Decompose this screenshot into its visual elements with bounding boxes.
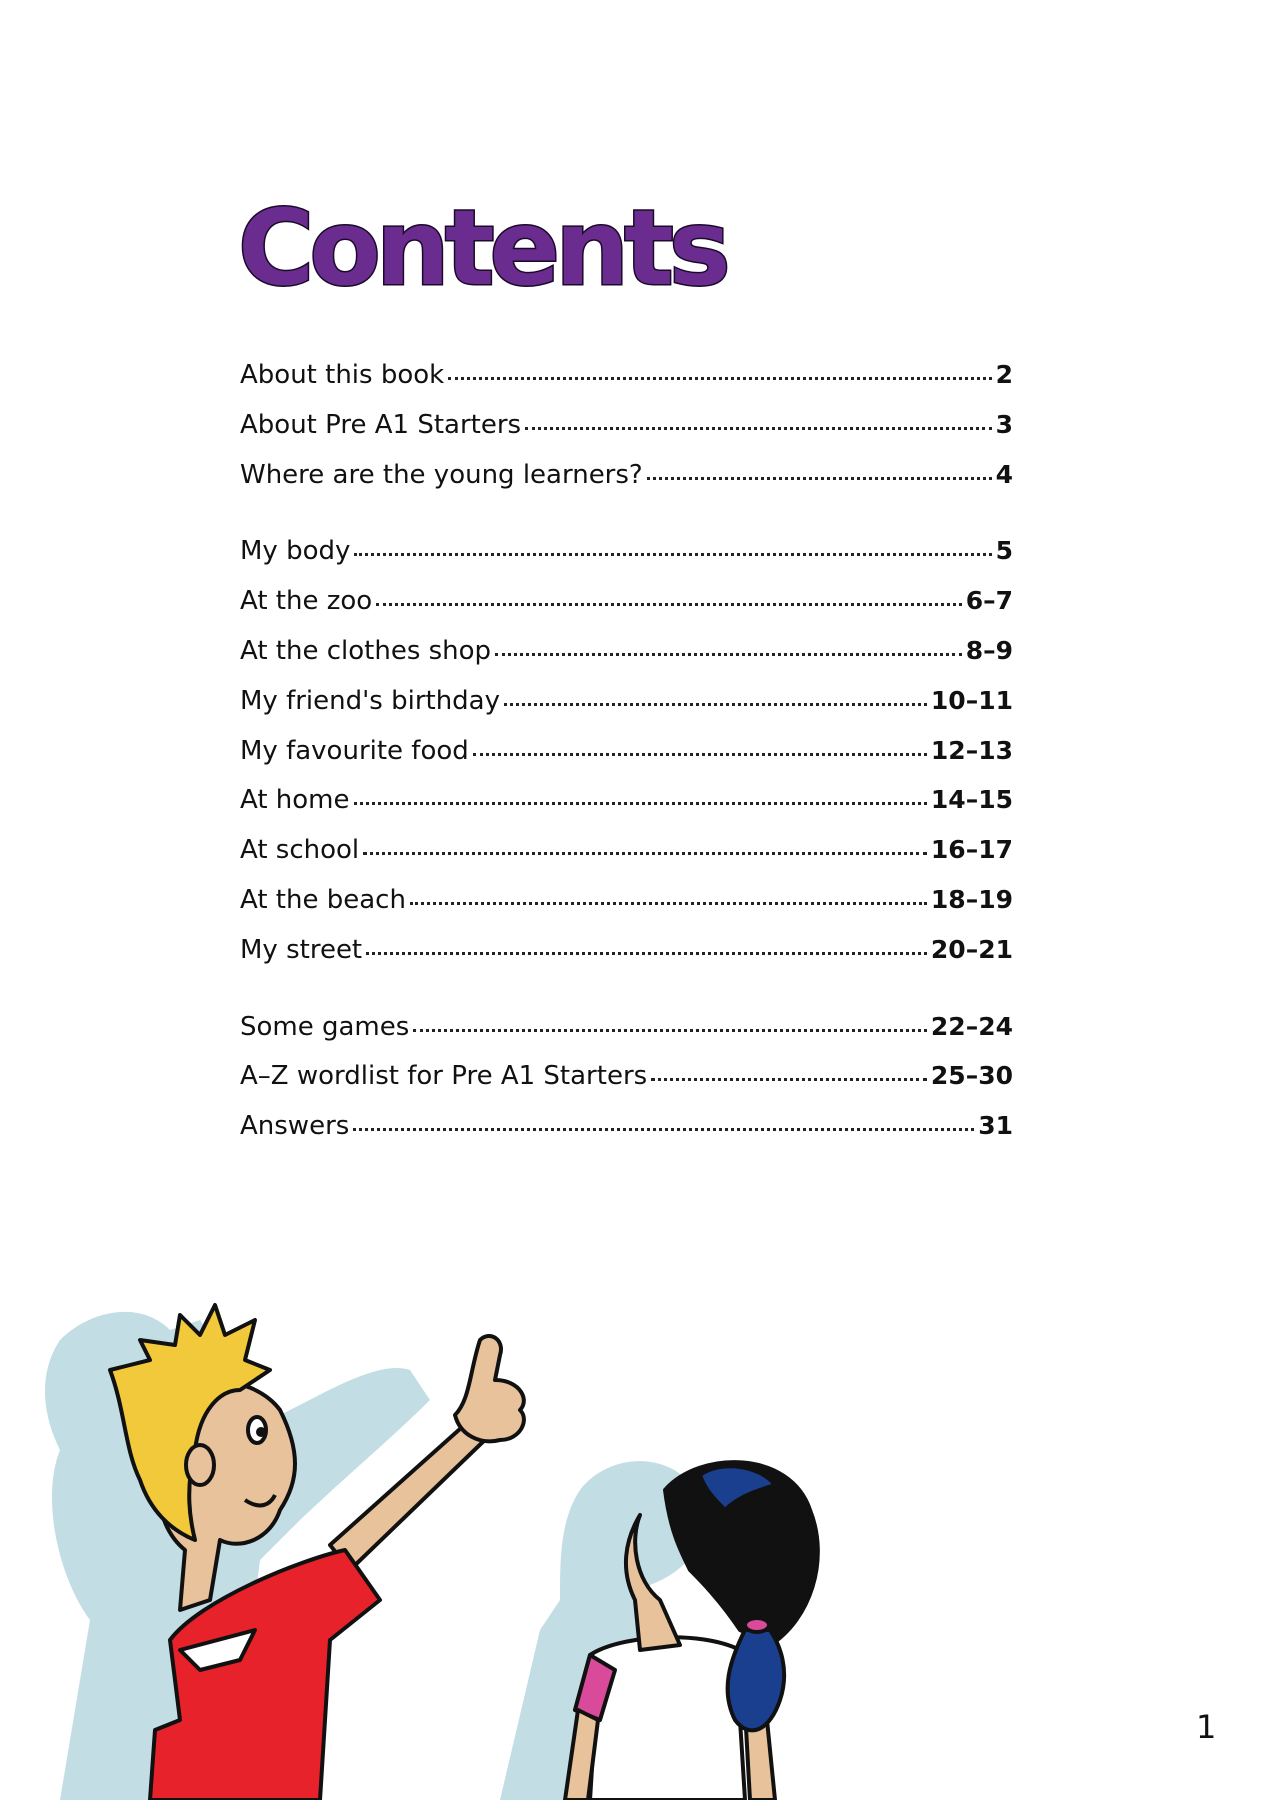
toc-entry-title: At the clothes shop xyxy=(240,635,492,666)
toc-entry xyxy=(240,526,1013,576)
toc-entry-title: Answers xyxy=(240,1111,350,1142)
dot-leader xyxy=(353,1126,974,1131)
dot-leader xyxy=(495,651,962,656)
toc-entry xyxy=(240,350,1013,400)
dot-leader xyxy=(366,950,927,955)
toc-entry-page: 25–30 xyxy=(930,1061,1013,1091)
toc-entry xyxy=(240,875,1013,925)
toc-entry-page: 14–15 xyxy=(930,785,1013,815)
toc-entry-page: 3 xyxy=(995,409,1013,439)
page-number: 1 xyxy=(1196,1708,1217,1746)
toc-entry-title: A–Z wordlist for Pre A1 Starters xyxy=(240,1061,648,1092)
toc-entry xyxy=(240,1051,1013,1101)
children-illustration xyxy=(0,1300,900,1800)
toc-entry-page: 5 xyxy=(995,536,1013,566)
toc-entry-page: 16–17 xyxy=(930,835,1013,865)
toc-entry-title: About Pre A1 Starters xyxy=(240,409,522,440)
toc-entry xyxy=(240,775,1013,825)
dot-leader xyxy=(448,375,991,380)
dot-leader xyxy=(504,701,927,706)
toc-entry-title: About this book xyxy=(240,360,445,390)
toc-group xyxy=(240,526,1013,974)
dot-leader xyxy=(363,850,927,855)
dot-leader xyxy=(354,800,927,805)
toc-entry xyxy=(240,676,1013,726)
toc-entry-title: My body xyxy=(240,536,351,567)
dot-leader xyxy=(525,425,992,430)
toc-entry xyxy=(240,726,1013,776)
toc-entry-page: 8–9 xyxy=(965,635,1013,665)
toc-entry-page: 2 xyxy=(995,360,1013,389)
toc-entry xyxy=(240,925,1013,975)
toc-entry xyxy=(240,1002,1013,1052)
page-title: Contents xyxy=(238,187,726,309)
toc-entry-title: Some games xyxy=(240,1011,410,1042)
toc-entry-page: 6–7 xyxy=(965,586,1013,616)
toc-entry xyxy=(240,400,1013,450)
toc-entry-page: 31 xyxy=(978,1111,1013,1141)
dot-leader xyxy=(647,475,992,480)
dot-leader xyxy=(354,551,991,556)
toc-group xyxy=(240,1002,1013,1151)
toc-entry-page: 18–19 xyxy=(930,884,1013,914)
toc-entry xyxy=(240,450,1013,500)
toc-entry-title: Where are the young learners? xyxy=(240,459,643,490)
toc-entry-title: At the beach xyxy=(240,884,406,915)
dot-leader xyxy=(410,900,927,905)
toc-entry-title: At school xyxy=(240,835,360,866)
toc-entry-page: 22–24 xyxy=(930,1011,1013,1041)
toc-entry-page: 12–13 xyxy=(930,735,1013,765)
toc-entry xyxy=(240,825,1013,875)
table-of-contents xyxy=(240,350,1013,1151)
toc-entry xyxy=(240,626,1013,676)
toc-entry-page: 10–11 xyxy=(930,685,1013,715)
toc-entry xyxy=(240,576,1013,626)
toc-entry-title: My friend's birthday xyxy=(240,685,500,716)
dot-leader xyxy=(413,1027,927,1032)
toc-group xyxy=(240,350,1013,499)
toc-entry-title: My favourite food xyxy=(240,735,469,766)
dot-leader xyxy=(376,601,962,606)
toc-entry xyxy=(240,1101,1013,1151)
toc-entry-page: 20–21 xyxy=(930,934,1013,964)
dot-leader xyxy=(473,751,927,756)
toc-entry-title: At the zoo xyxy=(240,586,373,617)
toc-entry-page: 4 xyxy=(995,459,1013,489)
toc-entry-title: My street xyxy=(240,934,363,965)
toc-entry-title: At home xyxy=(240,785,350,816)
dot-leader xyxy=(651,1076,927,1081)
